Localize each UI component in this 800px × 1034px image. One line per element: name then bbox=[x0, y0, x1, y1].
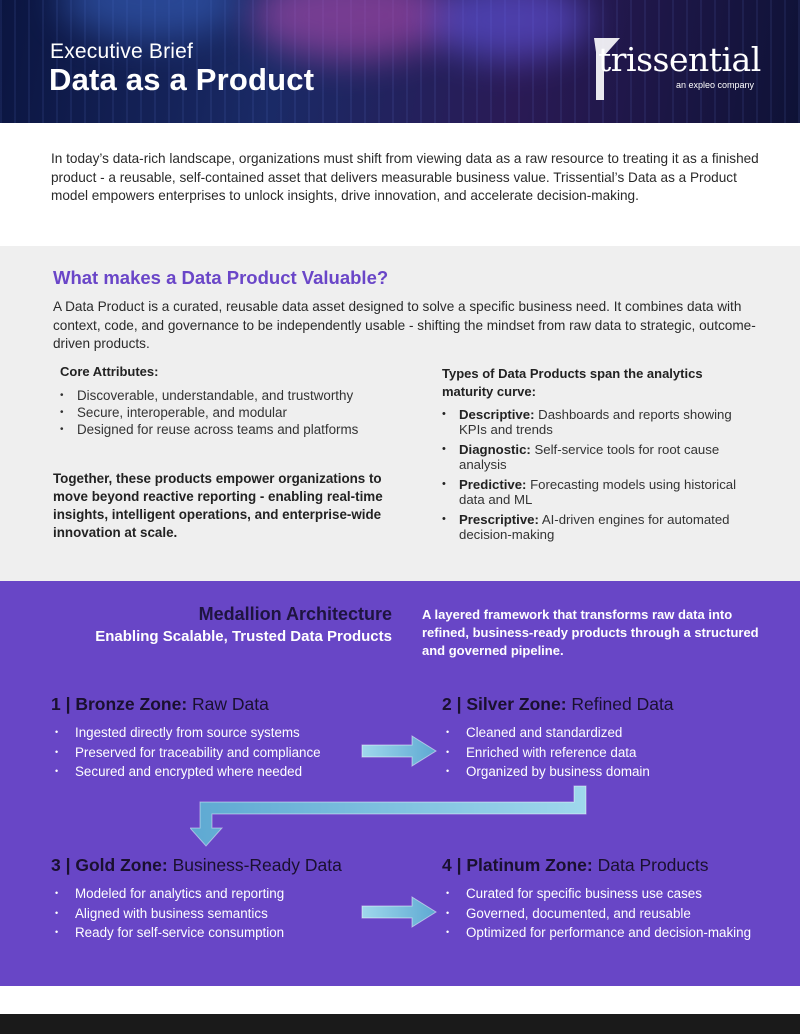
zone-list bbox=[51, 723, 321, 782]
list-item: • Organized by business domain bbox=[442, 762, 674, 782]
platinum-zone bbox=[442, 855, 772, 943]
list-item bbox=[442, 407, 762, 437]
list-item bbox=[442, 512, 762, 542]
zone-number: 2 | bbox=[442, 694, 467, 714]
core-attributes-heading: Core Attributes: bbox=[60, 364, 159, 379]
zone-heading bbox=[51, 855, 342, 876]
arrow-right-icon bbox=[360, 734, 440, 768]
zone-list bbox=[442, 723, 674, 782]
zone-heading bbox=[51, 694, 321, 715]
list-item: • Governed, documented, and reusable bbox=[442, 904, 772, 924]
arrow-down-left-icon bbox=[190, 784, 590, 850]
zone-name: Silver Zone: bbox=[466, 694, 567, 714]
type-desc: Forecasting models using historical data and ML bbox=[459, 477, 737, 507]
zone-number: 1 | bbox=[51, 694, 76, 714]
logo-tagline: an expleo company bbox=[675, 80, 754, 90]
arrow-right-icon bbox=[360, 895, 440, 929]
zone-label: Data Products bbox=[592, 855, 709, 875]
type-term: Diagnostic: bbox=[459, 442, 531, 457]
zone-name: Platinum Zone: bbox=[466, 855, 593, 875]
list-item: • Cleaned and standardized bbox=[442, 723, 674, 743]
list-item: • Preserved for traceability and compliance bbox=[51, 743, 321, 763]
header-eyebrow: Executive Brief bbox=[50, 40, 194, 63]
type-desc: Self-service tools for root cause analysis bbox=[459, 442, 720, 472]
zone-label: Raw Data bbox=[187, 694, 269, 714]
company-logo bbox=[592, 38, 762, 102]
zone-list bbox=[51, 884, 342, 943]
medallion-subheading: Enabling Scalable, Trusted Data Products bbox=[95, 628, 392, 645]
type-desc: Dashboards and reports showing KPIs and trends bbox=[459, 407, 732, 437]
zone-name: Gold Zone: bbox=[75, 855, 168, 875]
valuable-paragraph: A Data Product is a curated, reusable data asset designed to solve a specific business need. It combines data with context, code, and governance to be independently usable - shifting the mindset from raw data to strategic, outcome-driven products. bbox=[53, 299, 756, 351]
list-item: • Ingested directly from source systems bbox=[51, 723, 321, 743]
header-banner bbox=[0, 0, 800, 123]
list-item: • Curated for specific business use cases bbox=[442, 884, 772, 904]
intro-paragraph: In today’s data-rich landscape, organizations must shift from viewing data as a raw resource to treating it as a finished product - a reusable, self-contained asset that delivers measurable business value. Trissential’s Data as a Product model empowers enterprises to unlock insights, drive innovation, and accelerate decision-making. bbox=[51, 151, 759, 203]
list-item: • Ready for self-service consumption bbox=[51, 923, 342, 943]
medallion-heading: Medallion Architecture bbox=[198, 604, 392, 624]
list-item: • Designed for reuse across teams and platforms bbox=[60, 421, 358, 438]
list-item: • Modeled for analytics and reporting bbox=[51, 884, 342, 904]
type-term: Descriptive: bbox=[459, 407, 535, 422]
page-title: Data as a Product bbox=[49, 62, 315, 97]
zone-number: 4 | bbox=[442, 855, 467, 875]
bronze-zone bbox=[51, 694, 321, 782]
gold-zone bbox=[51, 855, 342, 943]
zone-number: 3 | bbox=[51, 855, 76, 875]
list-item: • Optimized for performance and decision-making bbox=[442, 923, 772, 943]
list-item bbox=[442, 477, 762, 507]
type-term: Predictive: bbox=[459, 477, 527, 492]
list-item: • Secured and encrypted where needed bbox=[51, 762, 321, 782]
zone-label: Business-Ready Data bbox=[167, 855, 342, 875]
zone-heading bbox=[442, 694, 674, 715]
types-list bbox=[442, 407, 762, 547]
list-item bbox=[442, 442, 762, 472]
zone-name: Bronze Zone: bbox=[75, 694, 188, 714]
zone-list bbox=[442, 884, 772, 943]
list-item: • Aligned with business semantics bbox=[51, 904, 342, 924]
types-heading: Types of Data Products span the analytics maturity curve: bbox=[442, 366, 703, 399]
valuable-heading: What makes a Data Product Valuable? bbox=[53, 267, 389, 288]
footer-bar bbox=[0, 1014, 800, 1034]
list-item: • Discoverable, understandable, and trustworthy bbox=[60, 387, 358, 404]
silver-zone bbox=[442, 694, 674, 782]
zone-label: Refined Data bbox=[566, 694, 674, 714]
medallion-description: A layered framework that transforms raw data into refined, business-ready products through a structured and governed pipeline. bbox=[422, 607, 759, 658]
together-statement: Together, these products empower organizations to move beyond reactive reporting - enabling real-time insights, intelligent operations, and enterprise-wide innovation at scale. bbox=[53, 471, 383, 540]
zone-heading bbox=[442, 855, 772, 876]
core-attributes-list bbox=[60, 387, 358, 438]
type-term: Prescriptive: bbox=[459, 512, 539, 527]
logo-wordmark: trissential bbox=[598, 40, 761, 79]
type-desc: AI-driven engines for automated decision-making bbox=[459, 512, 730, 542]
list-item: • Secure, interoperable, and modular bbox=[60, 404, 358, 421]
list-item: • Enriched with reference data bbox=[442, 743, 674, 763]
